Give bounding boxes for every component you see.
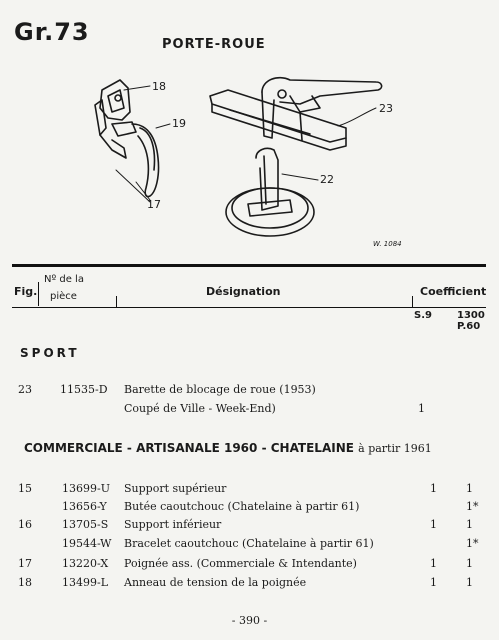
- parts-drawing: [0, 60, 499, 255]
- header-rule-top: [12, 264, 486, 267]
- callout-18: 18: [152, 80, 166, 93]
- row-coef-1: 1: [430, 518, 437, 531]
- row-ref: 19544-W: [62, 537, 112, 550]
- header-piece-line2: pièce: [50, 291, 77, 302]
- row-coef-2: 1: [466, 482, 473, 495]
- header-coef-s9: S.9: [414, 310, 432, 321]
- row-fig: 23: [18, 383, 32, 396]
- row-fig: 16: [18, 518, 32, 531]
- callout-23: 23: [379, 102, 393, 115]
- row-ref: 13499-L: [62, 576, 109, 589]
- row-designation: Support inférieur: [124, 518, 222, 531]
- row-coef-1: 1: [418, 402, 425, 415]
- header-designation: Désignation: [206, 285, 281, 298]
- row-fig: 15: [18, 482, 32, 495]
- section-sport-title: SPORT: [20, 346, 80, 360]
- header-fig: Fig.: [14, 285, 38, 298]
- row-designation: Coupé de Ville - Week-End): [124, 402, 276, 415]
- row-coef-2: 1: [466, 557, 473, 570]
- barette-illustration: [210, 78, 382, 150]
- row-designation: Barette de blocage de roue (1953): [124, 383, 316, 396]
- section-title: PORTE-ROUE: [162, 37, 266, 52]
- row-coef-1: 1: [430, 482, 437, 495]
- row-ref: 13220-X: [62, 557, 109, 570]
- drawing-reference: W. 1084: [373, 240, 402, 248]
- row-ref: 11535-D: [60, 383, 108, 396]
- row-designation: Bracelet caoutchouc (Chatelaine à partir 61): [124, 537, 374, 550]
- row-coef-2: 1: [466, 576, 473, 589]
- header-coef-1300: 1300: [457, 310, 485, 321]
- callout-17: 17: [147, 198, 161, 211]
- row-coef-1: 1: [430, 576, 437, 589]
- row-coef-2: 1*: [466, 537, 479, 550]
- row-coef-2: 1: [466, 518, 473, 531]
- row-designation: Anneau de tension de la poignée: [124, 576, 307, 589]
- row-designation: Support supérieur: [124, 482, 227, 495]
- page-number: - 390 -: [231, 614, 268, 627]
- handle-illustration: [132, 124, 159, 197]
- header-divider: [38, 282, 39, 306]
- lower-support-illustration: [226, 148, 314, 236]
- row-ref: 13705-S: [62, 518, 109, 531]
- row-designation: Butée caoutchouc (Chatelaine à partir 61): [124, 500, 360, 513]
- upper-support-illustration: [95, 80, 136, 158]
- header-coef-p60: P.60: [457, 321, 481, 332]
- callout-22: 22: [320, 173, 334, 186]
- section-commerciale-main: COMMERCIALE - ARTISANALE 1960 - CHATELAINE: [24, 441, 354, 455]
- header-rule-bottom: [12, 307, 486, 308]
- section-commerciale-title: [24, 441, 432, 455]
- row-ref: 13699-U: [62, 482, 110, 495]
- row-coef-1: 1: [430, 557, 437, 570]
- row-fig: 18: [18, 576, 32, 589]
- header-piece-line1: Nº de la: [44, 274, 84, 285]
- row-coef-2: 1*: [466, 500, 479, 513]
- section-commerciale-suffix: à partir 1961: [358, 442, 432, 455]
- header-coefficient: Coefficient: [420, 285, 487, 298]
- group-title: Gr.73: [14, 18, 90, 46]
- row-fig: 17: [18, 557, 32, 570]
- row-designation: Poignée ass. (Commerciale & Intendante): [124, 557, 357, 570]
- row-ref: 13656-Y: [62, 500, 107, 513]
- callout-19: 19: [172, 117, 186, 130]
